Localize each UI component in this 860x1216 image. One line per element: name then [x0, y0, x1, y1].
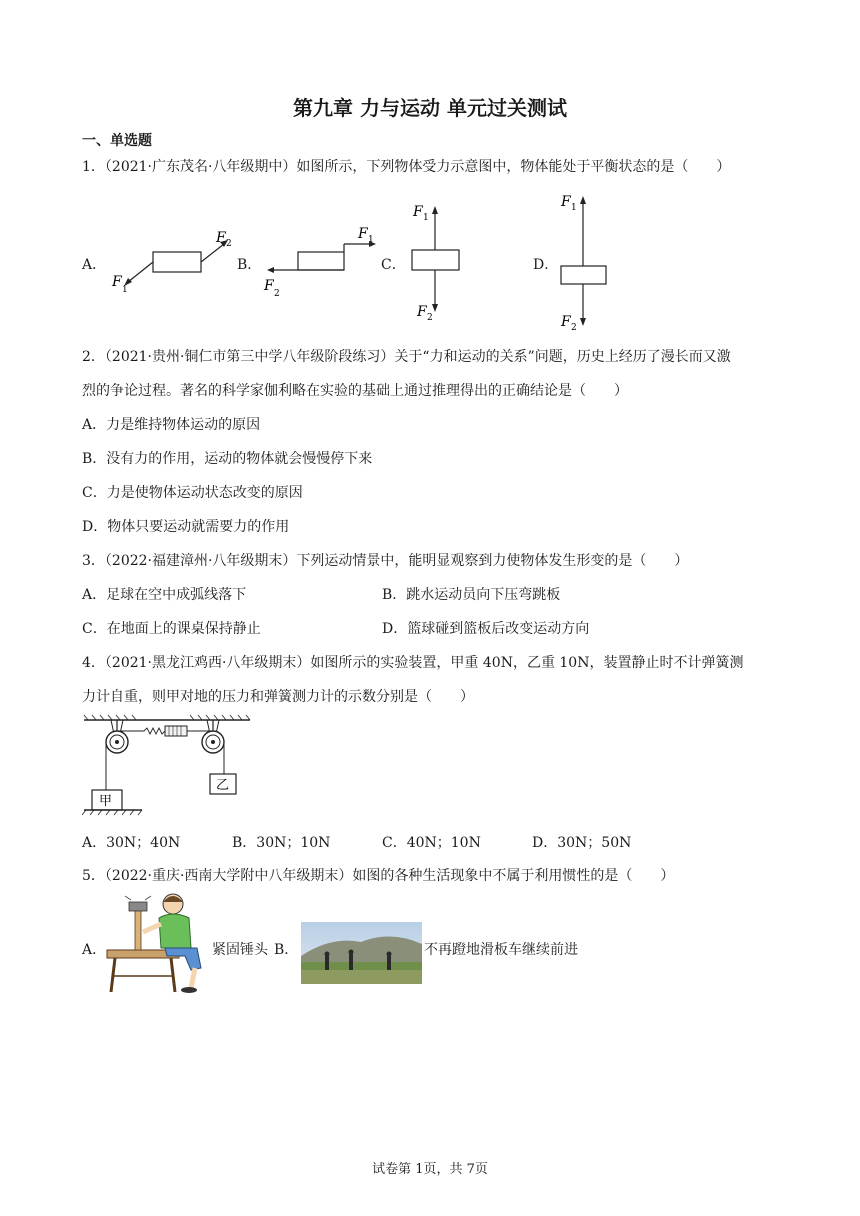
q4-stem-line2: 力计自重，则甲对地的压力和弹簧测力计的示数分别是（ ）: [82, 689, 474, 705]
q5-stem: 5．（2022·重庆·西南大学附中八年级期末）如图的各种生活现象中不属于利用惯性的是（ ）: [82, 868, 675, 884]
q3-option-c: C．在地面上的课桌保持静止: [82, 621, 261, 637]
q1-diagram-a: [108, 222, 238, 297]
q5-scooter-photo: [301, 922, 422, 984]
q1d-f1-subscript: 1: [571, 203, 577, 213]
q1a-f1-subscript: 1: [122, 285, 128, 295]
q1-diagram-d: [555, 186, 625, 334]
q5-option-b-label: B．: [274, 942, 299, 958]
q3-option-a: A．足球在空中成弧线落下: [82, 587, 247, 603]
q1b-f2-symbol: F: [264, 278, 274, 294]
q2-stem-line2: 烈的争论过程。著名的科学家伽利略在实验的基础上通过推理得出的正确结论是（ ）: [82, 383, 628, 399]
q1b-f1-subscript: 1: [368, 235, 374, 245]
q2-option-a: A．力是维持物体运动的原因: [82, 417, 261, 433]
q5-hammer-illustration: [105, 888, 209, 996]
q1-stem: 1．（2021·广东茂名·八年级期中）如图所示，下列物体受力示意图中，物体能处于平衡状态的是（ ）: [82, 159, 731, 175]
q1c-f1-symbol: F: [413, 204, 423, 220]
page-title: 第九章 力与运动 单元过关测试: [293, 96, 567, 120]
q4-option-a: A．30N；40N: [82, 835, 181, 851]
q5-option-b-text: 不再蹬地滑板车继续前进: [424, 942, 578, 958]
q4-label-jia: 甲: [99, 794, 113, 809]
q1-diagram-b: [258, 222, 388, 297]
q2-option-c: C．力是使物体运动状态改变的原因: [82, 485, 303, 501]
q1a-f2-subscript: 2: [226, 239, 232, 249]
q1d-f2-subscript: 2: [571, 323, 577, 333]
q1-option-d-label: D．: [533, 257, 559, 273]
q1c-f2-symbol: F: [417, 304, 427, 320]
q5-option-a-text: 紧固锤头: [212, 942, 268, 958]
q1-option-b-label: B．: [237, 257, 262, 273]
q2-option-b: B．没有力的作用，运动的物体就会慢慢停下来: [82, 451, 373, 467]
q2-stem-line1: 2．（2021·贵州·铜仁市第三中学八年级阶段练习）关于“力和运动的关系”问题，历史上经历了漫长而又激: [82, 349, 731, 365]
q3-option-d: D．篮球碰到篮板后改变运动方向: [382, 621, 590, 637]
q4-label-yi: 乙: [216, 778, 230, 793]
q5-option-a-label: A．: [82, 942, 107, 958]
q1d-f1-symbol: F: [561, 194, 571, 210]
q1d-f2-symbol: F: [561, 314, 571, 330]
q3-option-b: B．跳水运动员向下压弯跳板: [382, 587, 561, 603]
section-heading: 一、单选题: [82, 133, 152, 149]
q2-option-d: D．物体只要运动就需要力的作用: [82, 519, 290, 535]
q3-stem: 3．（2022·福建漳州·八年级期末）下列运动情景中，能明显观察到力使物体发生形变的是（ ）: [82, 553, 689, 569]
q1-option-a-label: A．: [82, 257, 107, 273]
q4-pulley-diagram: [82, 714, 257, 822]
q1c-f1-subscript: 1: [423, 213, 429, 223]
q1b-f2-subscript: 2: [274, 289, 280, 297]
q1b-f1-symbol: F: [358, 226, 368, 242]
q1a-f1-symbol: F: [112, 274, 122, 290]
q4-option-c: C．40N；10N: [382, 835, 481, 851]
q1a-f2-symbol: F: [216, 230, 226, 246]
q4-stem-line1: 4．（2021·黑龙江鸡西·八年级期末）如图所示的实验装置，甲重 40N，乙重 10N，装置静止时不计弹簧测: [82, 655, 744, 671]
q1-diagram-c: [405, 198, 475, 326]
q1-option-c-label: C．: [381, 257, 406, 273]
page-footer: 试卷第 1页，共 7页: [372, 1162, 488, 1177]
q1c-f2-subscript: 2: [427, 313, 433, 323]
q4-option-b: B．30N；10N: [232, 835, 331, 851]
q4-option-d: D．30N；50N: [532, 835, 632, 851]
